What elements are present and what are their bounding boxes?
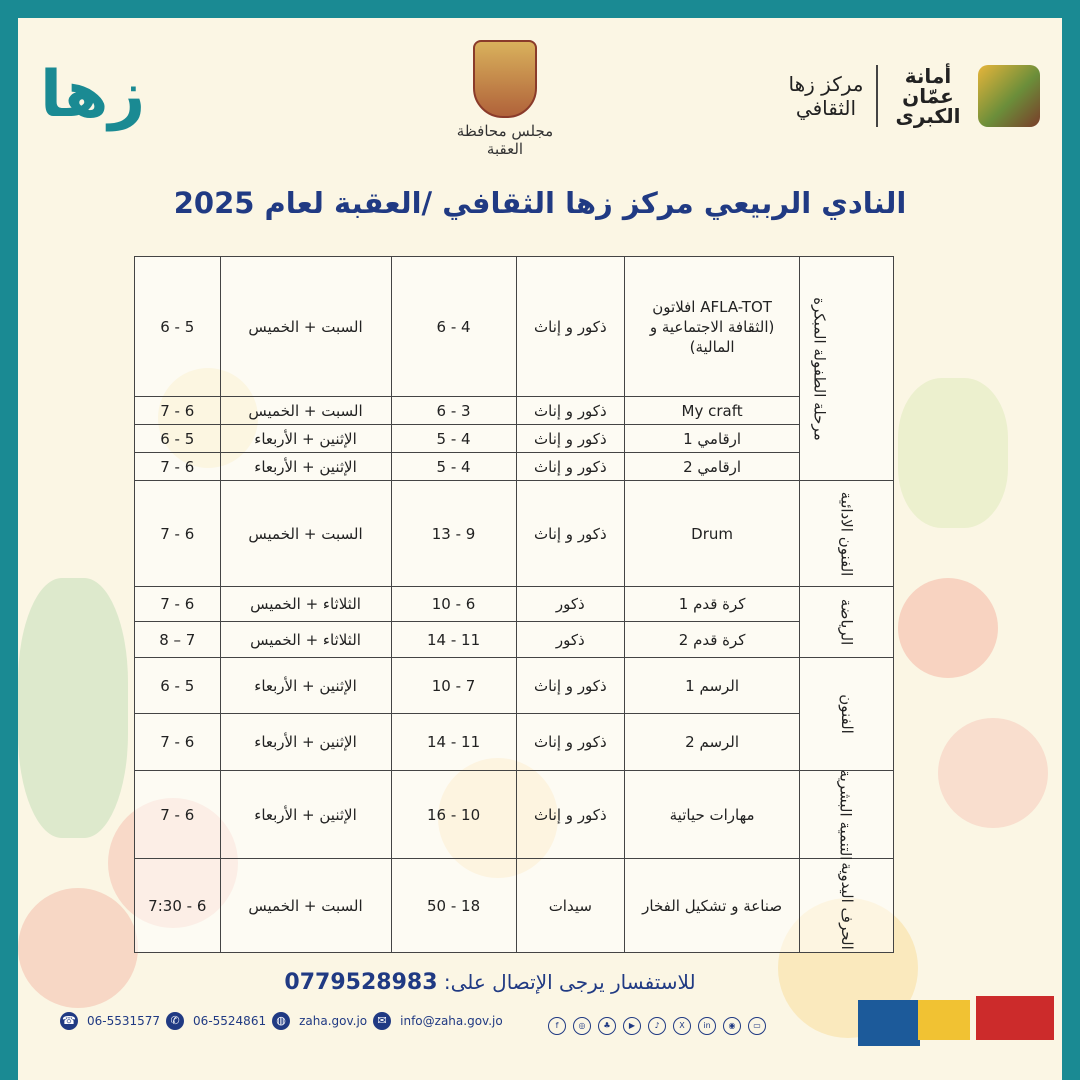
age-cell: 4 - 5 [391, 453, 516, 481]
whatsapp-number[interactable]: 06-5524861 [193, 1014, 267, 1028]
time-cell: 6 - 7 [135, 453, 221, 481]
category-human: التنمية البشرية [800, 771, 894, 859]
time-cell: 5 - 6 [135, 425, 221, 453]
time-cell: 5 - 6 [135, 257, 221, 397]
days-cell: السبت + الخميس [220, 859, 391, 953]
program-cell: AFLA-TOT افلاتون (الثقافة الاجتماعية و المالية) [625, 257, 800, 397]
age-cell: 11 - 14 [391, 622, 516, 658]
gender-cell: ذكور [516, 622, 624, 658]
podcast-icon[interactable]: ◉ [723, 1017, 741, 1035]
category-early: مرحلة الطفولة المبكرة [800, 257, 894, 481]
program-cell: الرسم 1 [625, 658, 800, 714]
days-cell: الإثنين + الأربعاء [220, 771, 391, 859]
table-row [135, 658, 894, 714]
table-row [135, 453, 894, 481]
mail-icon: ✉ [373, 1012, 391, 1030]
program-cell: Drum [625, 481, 800, 587]
tiktok-icon[interactable]: ♪ [648, 1017, 666, 1035]
contact-phone[interactable]: 0779528983 [284, 970, 438, 995]
program-cell: My craft [625, 397, 800, 425]
schedule-table [134, 256, 894, 953]
x-icon[interactable]: X [673, 1017, 691, 1035]
website-link[interactable]: zaha.gov.jo [299, 1014, 368, 1028]
program-cell: كرة قدم 2 [625, 622, 800, 658]
table-row [135, 714, 894, 771]
program-cell: ارقامي 2 [625, 453, 800, 481]
fax-number[interactable]: 06-5531577 [87, 1014, 161, 1028]
amman-logo [784, 56, 1040, 136]
emblem-caption: مجلس محافظة العقبة [456, 122, 554, 158]
time-cell: 6 - 7 [135, 587, 221, 622]
days-cell: الثلاثاء + الخميس [220, 587, 391, 622]
gender-cell: ذكور و إناث [516, 771, 624, 859]
days-cell: السبت + الخميس [220, 481, 391, 587]
building-icon [976, 996, 1054, 1040]
logo-divider [876, 65, 878, 127]
gender-cell: ذكور و إناث [516, 481, 624, 587]
gender-cell: سيدات [516, 859, 624, 953]
table-row [135, 622, 894, 658]
instagram-icon[interactable]: ◎ [573, 1017, 591, 1035]
time-cell: 6 - 7 [135, 714, 221, 771]
program-cell: مهارات حياتية [625, 771, 800, 859]
leaf-decoration [898, 378, 1008, 528]
age-cell: 9 - 13 [391, 481, 516, 587]
snapchat-icon[interactable]: ♣ [598, 1017, 616, 1035]
zaha-logo: زها [40, 58, 146, 132]
gender-cell: ذكور و إناث [516, 257, 624, 397]
building-icon [858, 1000, 920, 1046]
flower-decoration [898, 578, 998, 678]
days-cell: السبت + الخميس [220, 257, 391, 397]
centre-name: مركز زها الثقافي [788, 72, 864, 120]
building-icon [918, 1000, 970, 1040]
table-row [135, 397, 894, 425]
page-title: النادي الربيعي مركز زها الثقافي /العقبة لعام 2025 [173, 186, 907, 220]
age-cell: 4 - 5 [391, 425, 516, 453]
time-cell: 7 – 8 [135, 622, 221, 658]
time-cell: 6 - 7:30 [135, 859, 221, 953]
youtube-icon[interactable]: ▶ [623, 1017, 641, 1035]
contact-label: للاستفسار يرجى الإتصال على: [443, 970, 696, 994]
gender-cell: ذكور و إناث [516, 658, 624, 714]
age-cell: 4 - 6 [391, 257, 516, 397]
age-cell: 11 - 14 [391, 714, 516, 771]
program-cell: صناعة و تشكيل الفخار [625, 859, 800, 953]
amman-name: أمانة عمّان الكبرى [895, 64, 961, 128]
globe-icon: ◍ [272, 1012, 290, 1030]
gender-cell: ذكور و إناث [516, 397, 624, 425]
footer-contacts [60, 1012, 540, 1030]
gender-cell: ذكور و إناث [516, 714, 624, 771]
social-links [548, 1017, 766, 1035]
age-cell: 6 - 10 [391, 587, 516, 622]
gender-cell: ذكور و إناث [516, 453, 624, 481]
table-row [135, 481, 894, 587]
program-cell: الرسم 2 [625, 714, 800, 771]
category-crafts: الحرف اليدوية [800, 859, 894, 953]
table-row [135, 587, 894, 622]
time-cell: 6 - 7 [135, 771, 221, 859]
phone-icon: ☎ [60, 1012, 78, 1030]
gender-cell: ذكور [516, 587, 624, 622]
screen-icon[interactable]: ▭ [748, 1017, 766, 1035]
leaf-decoration [18, 578, 128, 838]
amman-badge-icon [978, 65, 1040, 127]
days-cell: الإثنين + الأربعاء [220, 425, 391, 453]
time-cell: 6 - 7 [135, 397, 221, 425]
whatsapp-icon: ✆ [166, 1012, 184, 1030]
time-cell: 5 - 6 [135, 658, 221, 714]
days-cell: الإثنين + الأربعاء [220, 453, 391, 481]
age-cell: 10 - 16 [391, 771, 516, 859]
age-cell: 3 - 6 [391, 397, 516, 425]
flower-decoration [18, 888, 138, 1008]
linkedin-icon[interactable]: in [698, 1017, 716, 1035]
age-cell: 7 - 10 [391, 658, 516, 714]
category-arts: الفنون [800, 658, 894, 771]
facebook-icon[interactable]: f [548, 1017, 566, 1035]
table-row [135, 257, 894, 397]
category-performing: الفنون الادائية [800, 481, 894, 587]
flower-decoration [938, 718, 1048, 828]
contact-line [280, 970, 700, 995]
table-row [135, 425, 894, 453]
email-link[interactable]: info@zaha.gov.jo [400, 1014, 503, 1028]
table-row [135, 771, 894, 859]
aqaba-council-emblem [440, 40, 570, 160]
time-cell: 6 - 7 [135, 481, 221, 587]
program-cell: كرة قدم 1 [625, 587, 800, 622]
category-sports: الرياضة [800, 587, 894, 658]
crest-icon [473, 40, 537, 118]
days-cell: الثلاثاء + الخميس [220, 622, 391, 658]
age-cell: 18 - 50 [391, 859, 516, 953]
program-cell: ارقامي 1 [625, 425, 800, 453]
days-cell: الإثنين + الأربعاء [220, 714, 391, 771]
gender-cell: ذكور و إناث [516, 425, 624, 453]
days-cell: السبت + الخميس [220, 397, 391, 425]
days-cell: الإثنين + الأربعاء [220, 658, 391, 714]
table-row [135, 859, 894, 953]
